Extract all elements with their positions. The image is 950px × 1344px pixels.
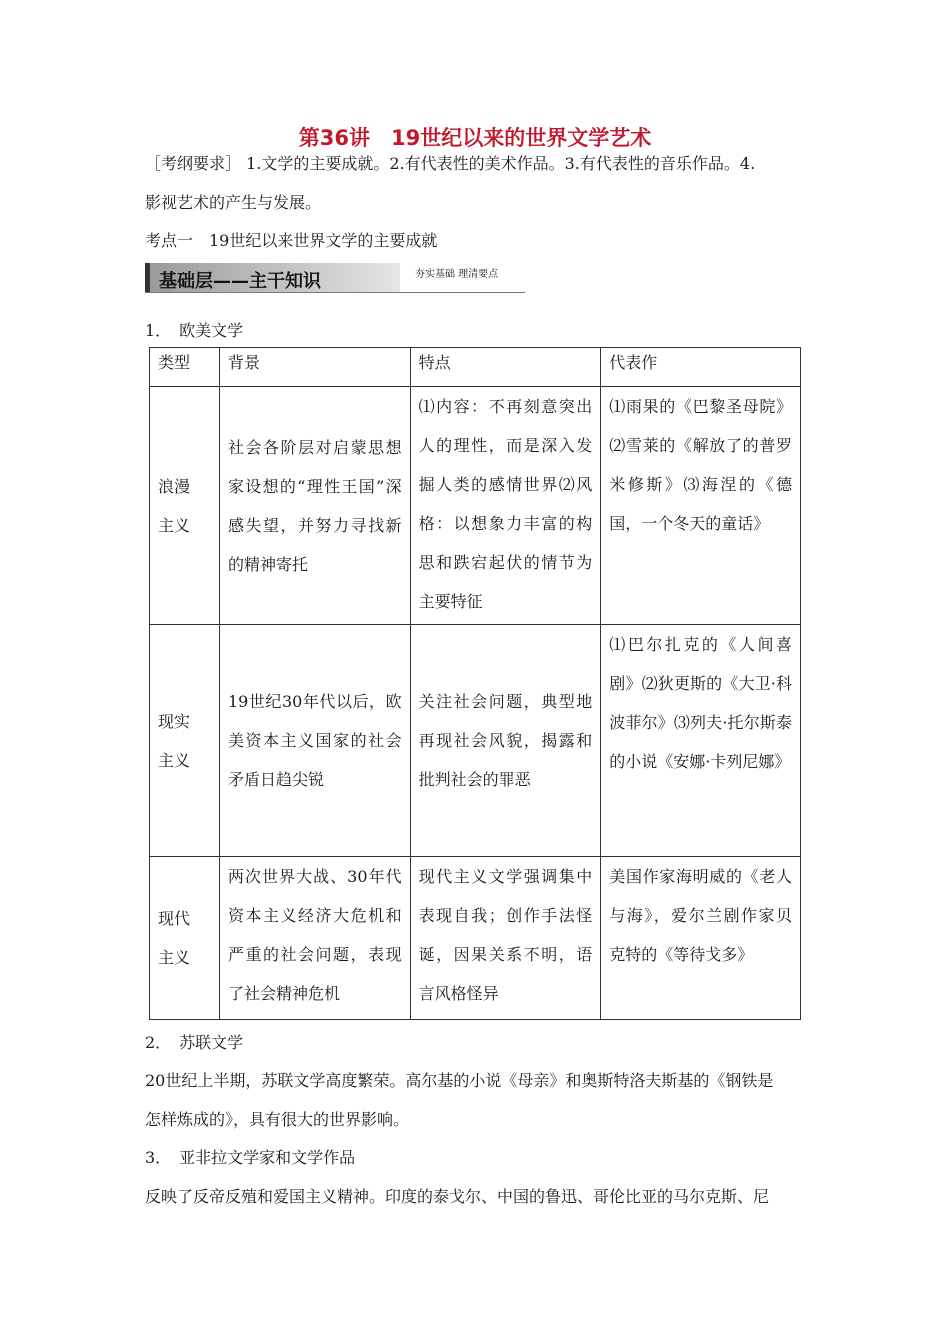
cell-background: 两次世界大战、30年代资本主义经济大危机和严重的社会问题，表现了社会精神危机 [219,857,410,1020]
banner-title: 基础层——主干知识 [159,271,321,292]
table-header-row [150,348,801,387]
header-type: 类型 [150,348,220,387]
cell-works: ⑴巴尔扎克的《人间喜剧》⑵狄更斯的《大卫·科波菲尔》⑶列夫·托尔斯泰的小说《安娜·卡列尼娜》 [601,625,801,857]
literature-table [149,347,801,1020]
table-row [150,387,801,625]
kaodian-heading: 考点一 19世纪以来世界文学的主要成就 [145,231,438,250]
soviet-line1: 20世纪上半期，苏联文学高度繁荣。高尔基的小说《母亲》和奥斯特洛夫斯基的《钢铁是 [145,1071,774,1090]
header-works: 代表作 [601,348,801,387]
cell-background: 社会各阶层对启蒙思想家设想的“理性王国”深感失望，并努力寻找新的精神寄托 [219,387,410,625]
header-background: 背景 [219,348,410,387]
cell-background: 19世纪30年代以后，欧美资本主义国家的社会矛盾日趋尖锐 [219,625,410,857]
soviet-line2: 怎样炼成的》，具有很大的世界影响。 [145,1110,410,1129]
section-3-heading: 3． 亚非拉文学家和文学作品 [145,1148,356,1167]
cell-type: 现代主义 [150,857,220,1020]
cell-works: ⑴雨果的《巴黎圣母院》⑵雪莱的《解放了的普罗米修斯》⑶海涅的《德国，一个冬天的童话》 [601,387,801,625]
exam-requirements-line2: 影视艺术的产生与发展。 [145,193,322,212]
section-2-heading: 2． 苏联文学 [145,1033,244,1052]
cell-features: ⑴内容：不再刻意突出人的理性，而是深入发掘人类的感情世界⑵风格：以想象力丰富的构思和跌宕起伏的情节为主要特征 [410,387,601,625]
section-banner [145,263,525,293]
exam-requirements-line1: ［考纲要求］ 1.文学的主要成就。2.有代表性的美术作品。3.有代表性的音乐作品。4. [145,154,756,173]
banner-subtitle: 夯实基础 理清要点 [415,269,499,280]
cell-type: 浪漫主义 [150,387,220,625]
header-features: 特点 [410,348,601,387]
section-1-heading: 1． 欧美文学 [145,321,244,340]
cell-works: 美国作家海明威的《老人与海》，爱尔兰剧作家贝克特的《等待戈多》 [601,857,801,1020]
page-title: 第36讲 19世纪以来的世界文学艺术 [298,126,652,150]
table-row [150,625,801,857]
asia-line1: 反映了反帝反殖和爱国主义精神。印度的泰戈尔、中国的鲁迅、哥伦比亚的马尔克斯、尼 [145,1187,770,1206]
table-row [150,857,801,1020]
cell-type: 现实主义 [150,625,220,857]
cell-features: 现代主义文学强调集中表现自我；创作手法怪诞，因果关系不明，语言风格怪异 [410,857,601,1020]
cell-features: 关注社会问题，典型地再现社会风貌，揭露和批判社会的罪恶 [410,625,601,857]
